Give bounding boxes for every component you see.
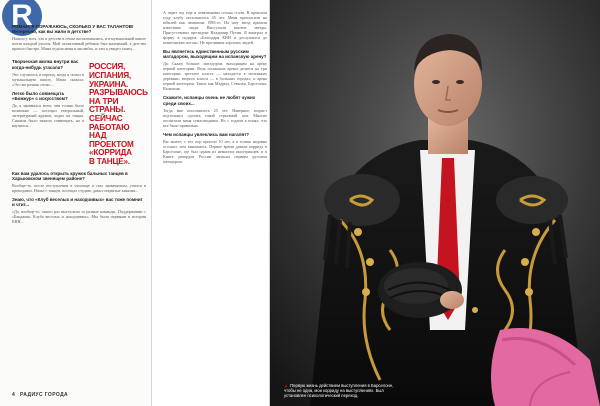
paragraph: Это случилось в период, когда я попал в музыкальную школу. Мама сказала: «Это же разная стезя»... [12, 71, 84, 87]
page-footer [12, 392, 68, 398]
left-page [0, 0, 152, 406]
question: Вы являетесь единственным русским матадором, выходящим на испанскую арену? [163, 49, 267, 60]
magazine-name: РАДИУС ГОРОДА [19, 392, 69, 398]
paragraph: Вообще-то, после поступления в училище я стал знаменитым, учился и преподавал. Начал с танцев, посещал студию, давал открытые занятия... [12, 182, 146, 193]
inset-block [12, 55, 146, 166]
pull-quote [89, 55, 146, 166]
paragraph: Да. Скажу больше: матадором, выходящим на арену первой категории. Ведь испанские арены делятся на три категории: третьего класса — находятся в маленьких деревнях; второго класса — в больших городах; и арена первой категории. Таких как Мадрид, Севилья, Барселона, Валенсия. [163, 61, 267, 92]
question: Чем испанцы увлеклись вам нагалят? [163, 131, 250, 137]
middle-column [163, 8, 267, 164]
question: Легко было совмещать «Бонжур» с искусством? [12, 90, 68, 102]
pull-quote-line: РАЗРЫВАЮСЬ [89, 88, 148, 98]
question: Знаю, что «Клуб веселых и находчивых» вас тоже помнит и чтит... [12, 196, 143, 208]
left-column [12, 20, 146, 224]
paragraph: «Да, вообще-то, много раз выступали за разные команды. Поддерживаю с «Бандами» Клуба веселых и находчивых». Мы были первыми в истории КВН... [12, 209, 146, 225]
page-spine [269, 0, 271, 406]
caption-text: Первую жизнь действием выступления в Барселоне, чтобы не одна, мои корриду на выступлениях. Был установлен психологический переход. [284, 383, 394, 398]
pull-quote-line: РАБОТАЮ [89, 122, 130, 132]
interview-heading: РОМАН, Я ПОРАЖАЮСЬ, СКОЛЬКО У ВАС ТАЛАНТОВ! Интересно, как вы жили в детстве? [12, 24, 134, 35]
pull-quote-line: «КОРРИДА [89, 148, 132, 158]
question: Скажите, испанцы очень не любят чужих среди своих... [163, 95, 256, 106]
pull-quote-line: РОССИЯ, [89, 62, 126, 72]
pull-quote-line: СЕЙЧАС [89, 113, 123, 123]
pull-quote-line: НА ТРИ [89, 96, 119, 106]
pull-quote-line: ПРОЕКТОМ [89, 139, 134, 149]
matador-photo [270, 0, 600, 406]
question: Как вам удалось открыть кружок бальных танцев в Харьковском звенящем районе? [12, 170, 128, 181]
matador-illustration [270, 0, 600, 406]
question: Творческая жилка внутри вас когда-нибудь угасала? [12, 59, 79, 70]
pull-quote-line: УКРАИНА. [89, 79, 129, 89]
pull-quote-line: В ТАНЦЕ». [89, 156, 130, 166]
paragraph: А через год еще и чемпионами сезона стали. В прошлом году клубу исполнилось 45 лет. Меня пригласили на юбилей как чемпиона 1986-го. На шоу звезд пришли известные люди. Выступали многие звезды. Присутствовал президент Владимир Путин. Я выиграл и форму в подарок «Благодаря КВН я дослужился до капитанских погон». Не противник хороших людей. [163, 10, 267, 45]
paragraph: Да, я занимался всем, чем только было возможно — посещал театральный, литературный кружок, ходил на танцы. Сначала было тяжело совмещать, но я научился... [12, 103, 84, 129]
pull-quote-line: НАД [89, 131, 107, 141]
middle-page [153, 0, 270, 406]
paragraph: Вы знаете, с тех пор прошло 10 лет, а я только недавно осознал, чем занимаюсь. Первое время давали корриду в Барселоне, где был одним из немногих иностранцев, и в Книге рекордов России записан первым русским матадором. [163, 139, 267, 165]
pull-quote-line: ИСПАНИЯ, [89, 71, 131, 80]
paragraph: Начало у всех, что в детстве в семье воспитывались, и в музыкальной школе почти каждый учился. Мой талантливый ребенок был маленький, а детство прошло быстро. Мама отдала меня в ансамбль, и там я увидел танец... [12, 36, 146, 52]
paragraph: Тогда мне исполнилось 25 лет. Наверное, возраст подтолкнул сделать такой серьезный шаг. Многие посчитали меня сумасшедшим. Но с годами я понял, что все было правильно. [163, 107, 267, 128]
photo-caption [284, 383, 394, 398]
magazine-logo: R [2, 0, 42, 36]
page-number: 4 [12, 392, 16, 398]
caption-marker-icon: ▲ [284, 383, 289, 388]
pull-quote-line: СТРАНЫ. [89, 105, 126, 115]
